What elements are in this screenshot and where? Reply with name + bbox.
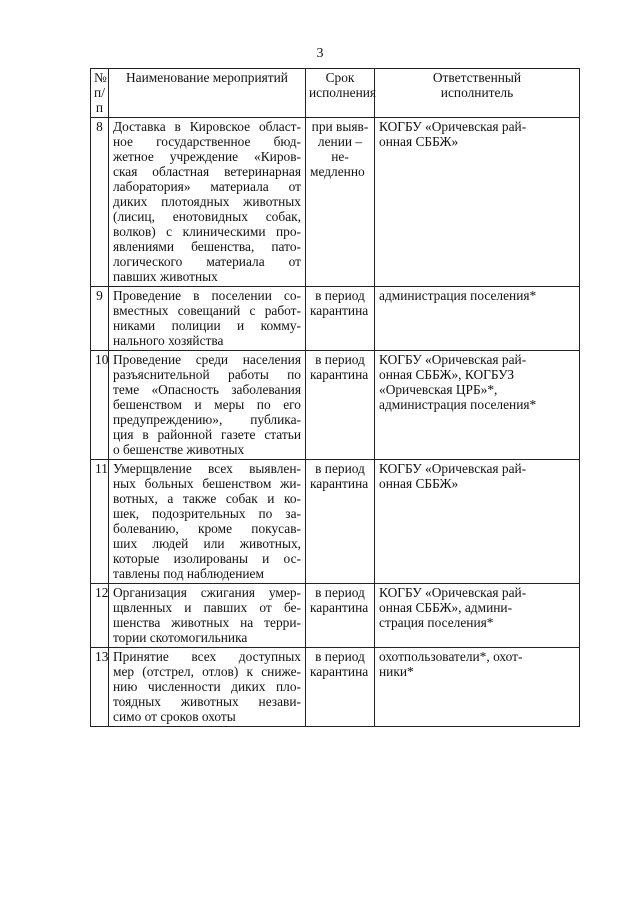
table-body (91, 118, 580, 727)
measure-responsible: КОГБУ «Оричевская рай- онная СББЖ» (375, 118, 580, 287)
measure-term: в период карантина (306, 351, 375, 460)
measure-responsible: КОГБУ «Оричевская рай- онная СББЖ», КОГБУЗ «Оричевская ЦРБ»*, администрация поселения* (375, 351, 580, 460)
measure-responsible: охотпользователи*, охот- ники* (375, 648, 580, 727)
measure-name: Проведение в поселении со- вместных совещаний с работ- никами полиции и комму- нального хозяйства (109, 287, 306, 351)
table-row (91, 460, 580, 584)
table-row (91, 584, 580, 648)
measures-table (90, 68, 580, 727)
measure-term: в период карантина (306, 287, 375, 351)
header-responsible: Ответственный исполнитель (375, 69, 580, 118)
measure-responsible: администрация поселения* (375, 287, 580, 351)
measure-term: при выяв- лении – не- медленно (306, 118, 375, 287)
header-term: Срок исполнения (306, 69, 375, 118)
page-number: 3 (316, 46, 324, 61)
row-number: 12 (91, 584, 109, 648)
measure-name: Умерщвление всех выявлен- ных больных бешенством жи- вотных, а также собак и ко- шек, подозрительных по за- болеванию, кроме покусав- ших людей или животных, которые изолированы и ос- тавлены под наблюдением (109, 460, 306, 584)
table-row (91, 118, 580, 287)
measure-responsible: КОГБУ «Оричевская рай- онная СББЖ» (375, 460, 580, 584)
row-number: 8 (91, 118, 109, 287)
measure-name: Проведение среди населения разъяснительной работы по теме «Опасность заболевания бешенством и меры по его предупреждению», публика- ция в районной газете статьи о бешенстве животных (109, 351, 306, 460)
row-number: 13 (91, 648, 109, 727)
measure-responsible: КОГБУ «Оричевская рай- онная СББЖ», админи- страция поселения* (375, 584, 580, 648)
table-header-row (91, 69, 580, 118)
measure-name: Принятие всех доступных мер (отстрел, отлов) к сниже- нию численности диких пло- тоядных животных незави- симо от сроков охоты (109, 648, 306, 727)
table-row (91, 648, 580, 727)
row-number: 11 (91, 460, 109, 584)
measure-term: в период карантина (306, 460, 375, 584)
measure-term: в период карантина (306, 648, 375, 727)
row-number: 10 (91, 351, 109, 460)
measure-name: Доставка в Кировское област- ное государственное бюд- жетное учреждение «Киров- ская областная ветеринарная лаборатория» материала от диких плотоядных животных (лисиц, енотовидных собак, волков) с клиническими про- явлениями бешенства, пато- логического материала от павших животных (109, 118, 306, 287)
measure-name: Организация сжигания умер- щвленных и павших от бе- шенства животных на терри- тории скотомогильника (109, 584, 306, 648)
table-row (91, 351, 580, 460)
header-num: № п/п (91, 69, 109, 118)
table-row (91, 287, 580, 351)
header-name: Наименование мероприятий (109, 69, 306, 118)
row-number: 9 (91, 287, 109, 351)
measure-term: в период карантина (306, 584, 375, 648)
